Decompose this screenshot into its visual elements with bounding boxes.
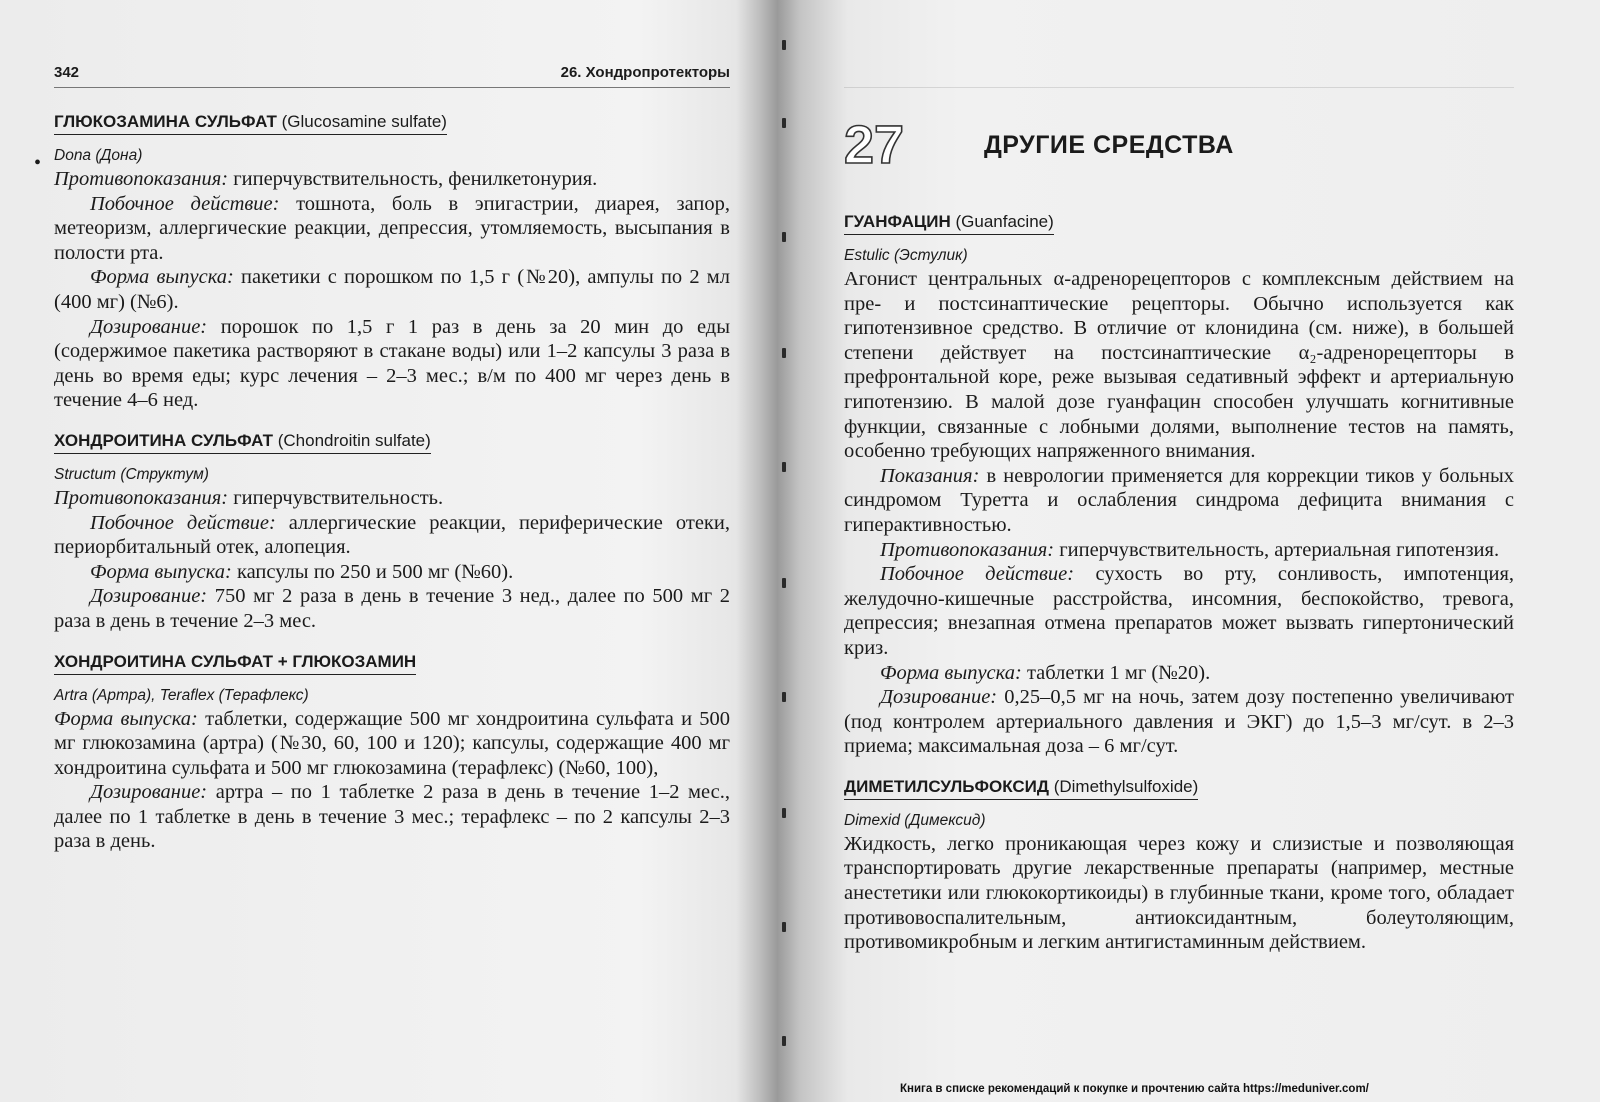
contraindications <box>54 167 730 192</box>
drug-latin-name: (Dimethylsulfoxide) <box>1053 776 1199 796</box>
release-form <box>844 661 1514 686</box>
side-effects <box>54 192 730 266</box>
stray-mark: • <box>34 152 42 174</box>
chapter-number: 27 <box>844 115 905 175</box>
contraindications <box>844 538 1514 563</box>
binding-mark <box>782 922 786 932</box>
label: Дозирование: <box>90 781 208 804</box>
label: Побочное действие: <box>90 511 276 534</box>
dosage <box>54 315 730 413</box>
text: таблетки 1 мг (№20). <box>1021 661 1211 684</box>
chapter-title: ДРУГИЕ СРЕДСТВА <box>984 130 1234 159</box>
label: Форма выпуска: <box>54 707 198 730</box>
text: тошнота, боль в эпигастрии, диарея, запор, метеоризм, аллергические реакции, депрессия, утомляемость, высыпания в полости рта. <box>54 192 730 264</box>
trade-name: Artra (Артра), Teraflex (Терафлекс) <box>54 686 309 704</box>
label: Противопоказания: <box>54 486 229 509</box>
text: гиперчувствительность, фенилкетонурия. <box>228 168 598 190</box>
left-page <box>54 64 730 854</box>
binding-mark <box>782 808 786 818</box>
text: 750 мг 2 раза в день в течение 3 нед., далее по 500 мг 2 раза в день в течение 2–3 мес. <box>54 585 730 632</box>
release-form <box>54 560 730 585</box>
binding-mark <box>782 40 786 50</box>
drug-title <box>54 652 416 675</box>
drug-title <box>844 212 1054 235</box>
binding-mark <box>782 1036 786 1046</box>
footer-note: Книга в списке рекомендаций к покупке и прочтению сайта https://meduniver.com/ <box>900 1083 1369 1095</box>
drug-latin-name: (Glucosamine sulfate) <box>281 112 447 131</box>
binding-mark <box>782 578 786 588</box>
label: Форма выпуска: <box>880 661 1022 684</box>
trade-name: Dimexid (Димексид) <box>844 811 986 829</box>
description: Жидкость, легко проникающая через кожу и слизистые и позволяющая транспортировать другие лекарственные препараты (например, местные анестетики или глюкокортикоиды) в глубинные ткани, кроме того, обладает противовоспалительным, антиоксидантным, болеутоляющим, противомикробным и легким антигистаминным действием. <box>844 832 1514 954</box>
drug-entry <box>54 112 730 413</box>
drug-latin-name: (Chondroitin sulfate) <box>277 430 431 450</box>
drug-latin-name: (Guanfacine) <box>955 212 1054 231</box>
description: Агонист центральных α-адренорецепторов с комплексным действием на пре- и постсинаптические рецепторы. Обычно используется как гипотензивное средство. В отличие от клонидина (см. ниже), в большей степени действует на постсинаптические α₂-адренорецепторы в префронтальной коре, реже вызывая седативный эффект и артериальную гипотензию. В малой дозе гуанфацин способен улучшать когнитивные функции, связанные с лобными долями, выполнение тестов на память, особенно требующих напряженного внимания. <box>844 268 1514 463</box>
label: Форма выпуска: <box>90 266 234 289</box>
trade-name: Dona (Дона) <box>54 147 143 164</box>
label: Показания: <box>880 464 980 487</box>
dosage <box>54 780 730 854</box>
right-page <box>844 64 1514 955</box>
text: сухость во рту, сонливость, импотенция, желудочно-кишечные расстройства, инсомния, беспокойство, тревога, депрессия; внезапная отмена препаратов может вызвать гипертонический криз. <box>844 563 1515 659</box>
drug-entry <box>844 212 1514 759</box>
drug-entry <box>54 652 730 855</box>
drug-name: ГЛЮКОЗАМИНА СУЛЬФАТ <box>54 112 277 131</box>
side-effects <box>844 562 1514 660</box>
drug-name: ХОНДРОИТИНА СУЛЬФАТ <box>54 430 273 450</box>
label: Дозирование: <box>90 585 208 608</box>
text: в неврологии применяется для коррекции тиков у больных синдромом Туретта и ослабления синдрома дефицита внимания с гиперактивностью. <box>844 464 1514 536</box>
running-title: 26. Хондропротекторы <box>560 64 730 81</box>
text: гиперчувствительность. <box>228 486 444 509</box>
drug-entry <box>844 777 1514 955</box>
contraindications <box>54 486 730 511</box>
drug-name: ДИМЕТИЛСУЛЬФОКСИД <box>844 776 1049 796</box>
binding-mark <box>782 118 786 128</box>
chapter-heading <box>844 115 1514 175</box>
dosage <box>54 584 730 633</box>
trade-name: Structum (Структум) <box>54 465 209 483</box>
binding-mark <box>782 692 786 702</box>
text: 0,25–0,5 мг на ночь, затем дозу постепенно увеличивают (под контролем артериального давления и ЭКГ) до 1,5–3 мг/сут. в 2–3 приема; максимальная доза – 6 мг/сут. <box>844 686 1514 758</box>
page-number: 342 <box>54 64 80 81</box>
text: гиперчувствительность, артериальная гипотензия. <box>1054 538 1500 561</box>
trade-name: Estulic (Эстулик) <box>844 247 968 264</box>
label: Форма выпуска: <box>90 560 232 583</box>
drug-name: ХОНДРОИТИНА СУЛЬФАТ + ГЛЮКОЗАМИН <box>54 651 417 671</box>
drug-name: ГУАНФАЦИН <box>844 212 951 231</box>
label: Побочное действие: <box>90 192 280 215</box>
side-effects <box>54 511 730 560</box>
drug-title <box>54 431 431 454</box>
binding-mark <box>782 232 786 242</box>
drug-title <box>844 777 1198 800</box>
text: таблетки, содержащие 500 мг хондроитина сульфата и 500 мг глюкозамина (артра) (№30, 60, 100 и 120); капсулы, содержащие 400 мг хондроитина сульфата и 500 мг глюкозамина (терафлекс) (№60, 100), <box>54 707 730 779</box>
text: порошок по 1,5 г 1 раз в день за 20 мин до еды (содержимое пакетика растворяют в стакане воды) или 1–2 капсулы 3 раза в день во время еды; курс лечения – 2–3 мес.; в/м по 400 мг через день в течение 4–6 нед. <box>54 315 730 412</box>
binding-mark <box>782 348 786 358</box>
drug-title <box>54 112 447 135</box>
right-running-head <box>844 64 1514 88</box>
label: Противопоказания: <box>880 538 1055 561</box>
text: капсулы по 250 и 500 мг (№60). <box>231 560 514 583</box>
dosage <box>844 685 1514 759</box>
label: Дозирование: <box>880 686 998 709</box>
text: пакетики с порошком по 1,5 г (№20), ампулы по 2 мл (400 мг) (№6). <box>54 266 730 313</box>
drug-entry <box>54 431 730 634</box>
release-form <box>54 265 730 314</box>
release-form <box>54 707 730 781</box>
text: артра – по 1 таблетке 2 раза в день в течение 1–2 мес., далее по 1 таблетке в день в течение 3 мес.; терафлекс – по 2 капсулы 2–3 раза в день. <box>54 781 730 853</box>
left-running-head <box>54 64 730 88</box>
label: Противопоказания: <box>54 168 229 190</box>
indications <box>844 464 1514 538</box>
label: Побочное действие: <box>880 563 1075 586</box>
binding-mark <box>782 462 786 472</box>
label: Дозирование: <box>90 315 208 338</box>
text: аллергические реакции, периферические отеки, периорбитальный отек, алопеция. <box>54 511 730 559</box>
